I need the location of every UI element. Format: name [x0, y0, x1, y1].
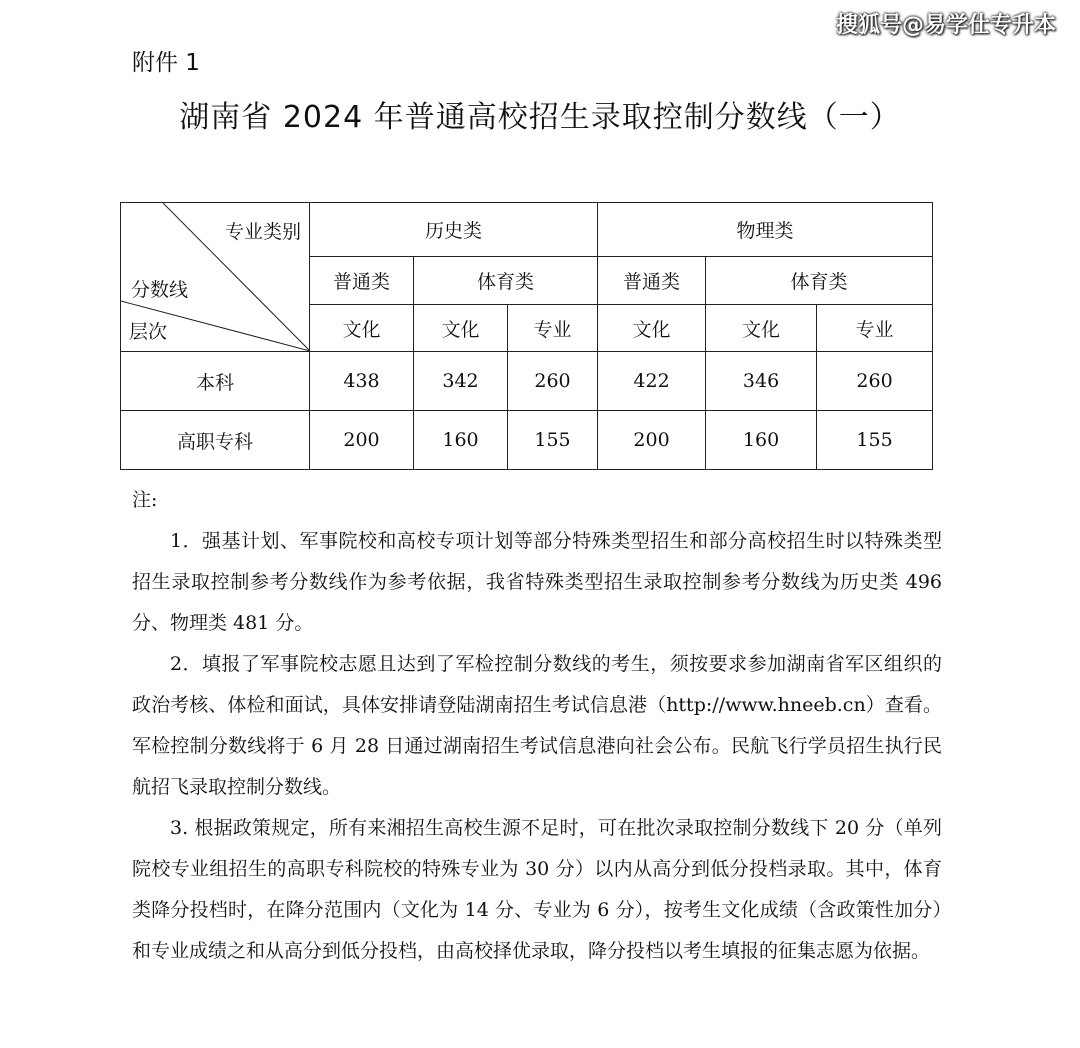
corner-label-level: 层次 — [129, 321, 168, 343]
subgroup-header: 普通类 — [310, 257, 414, 305]
table-cell: 155 — [817, 411, 933, 470]
subgroup-header: 普通类 — [598, 257, 706, 305]
note-item-3: 3. 根据政策规定，所有来湘招生高校生源不足时，可在批次录取控制分数线下 20 分（单列院校专业组招生的高职专科院校的特殊专业为 30 分）以内从高分到低分投档录取。其中，体育类降分投档时，在降分范围内（文化为 14 分、专业为 6 分），按考生文化成绩（含政策性加分）和专业成绩之和从高分到低分投档，由高校择优录取，降分投档以考生填报的征集志愿为依据。 — [132, 817, 942, 962]
column-header: 文化 — [598, 305, 706, 352]
note-item-2: 2．填报了军事院校志愿且达到了军检控制分数线的考生，须按要求参加湖南省军区组织的政治考核、体检和面试，具体安排请登陆湖南招生考试信息港（http://www.hneeb.cn）查看。军检控制分数线将于 6 月 28 日通过湖南招生考试信息港向社会公布。民航飞行学员招生执行民航招飞录取控制分数线。 — [132, 653, 942, 798]
table-cell: 155 — [508, 411, 598, 470]
table-cell: 260 — [508, 352, 598, 411]
column-header: 文化 — [414, 305, 508, 352]
notes-heading: 注: — [132, 489, 158, 511]
document-title: 湖南省 2024 年普通高校招生录取控制分数线（一） — [179, 100, 901, 135]
notes-section — [132, 480, 942, 972]
attachment-label: 附件 1 — [132, 50, 200, 76]
corner-label-category: 专业类别 — [224, 221, 301, 243]
column-header: 专业 — [508, 305, 598, 352]
watermark: 搜狐号@易学仕专升本 — [835, 13, 1056, 38]
table-cell: 346 — [706, 352, 817, 411]
table-cell: 438 — [310, 352, 414, 411]
column-header: 文化 — [310, 305, 414, 352]
table-cell: 200 — [310, 411, 414, 470]
table-row — [121, 411, 933, 470]
row-label: 本科 — [121, 352, 310, 411]
group-header-history: 历史类 — [310, 203, 598, 257]
column-header: 文化 — [706, 305, 817, 352]
table-cell: 342 — [414, 352, 508, 411]
table-cell: 422 — [598, 352, 706, 411]
table-cell: 200 — [598, 411, 706, 470]
corner-label-score-line: 分数线 — [131, 279, 189, 301]
subgroup-header: 体育类 — [414, 257, 598, 305]
subgroup-header: 体育类 — [706, 257, 933, 305]
table-cell: 260 — [817, 352, 933, 411]
row-label: 高职专科 — [121, 411, 310, 470]
table-corner-cell — [121, 203, 310, 352]
note-item-1: 1．强基计划、军事院校和高校专项计划等部分特殊类型招生和部分高校招生时以特殊类型招生录取控制参考分数线作为参考依据，我省特殊类型招生录取控制参考分数线为历史类 496 分、物理类 481 分。 — [132, 530, 942, 634]
score-table — [120, 202, 933, 470]
table-cell: 160 — [414, 411, 508, 470]
column-header: 专业 — [817, 305, 933, 352]
table-cell: 160 — [706, 411, 817, 470]
group-header-physics: 物理类 — [598, 203, 933, 257]
table-row — [121, 352, 933, 411]
